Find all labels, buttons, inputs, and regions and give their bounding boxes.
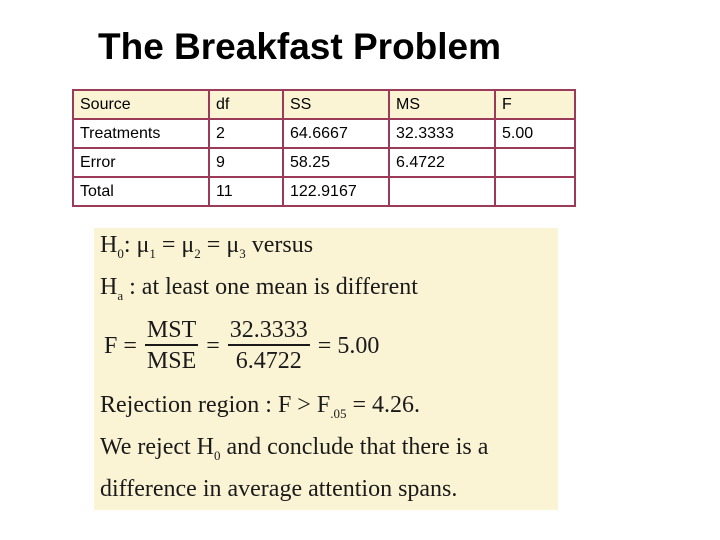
h0-symbol: H [100,232,118,258]
mst-mse-fraction [145,316,198,376]
mst-numerator: MST [145,316,198,346]
header-ms: MS [389,90,495,119]
cell-f [495,148,575,177]
rejection-text: Rejection region : F > F [100,392,331,418]
f-statistic-formula [100,316,383,376]
h0-colon-mu: : μ [123,232,150,258]
cell-f: 5.00 [495,119,575,148]
rejection-region [100,392,420,422]
cell-ss: 122.9167 [283,177,389,206]
header-source: Source [73,90,209,119]
reject-h0-subscript: 0 [214,448,221,463]
mu1-subscript: 1 [149,246,156,261]
alternative-hypothesis [100,274,418,304]
cell-source: Error [73,148,209,177]
header-df: df [209,90,283,119]
critical-value: = 4.26. [346,392,420,418]
table-row [73,148,575,177]
conclusion-statement: difference in average attention spans. [100,476,458,502]
versus-text: versus [245,232,314,258]
cell-ss: 64.6667 [283,119,389,148]
cell-ms: 6.4722 [389,148,495,177]
cell-df: 2 [209,119,283,148]
cell-df: 9 [209,148,283,177]
mu-equals-2: = μ [200,232,240,258]
mu-equals: = μ [155,232,195,258]
reject-text: We reject H [100,434,214,460]
mu2-subscript: 2 [194,246,201,261]
null-hypothesis [100,232,313,262]
header-f: F [495,90,575,119]
cell-ms [389,177,495,206]
alpha-subscript: .05 [330,406,347,421]
cell-df: 11 [209,177,283,206]
cell-source: Total [73,177,209,206]
mst-value: 32.3333 [228,316,310,346]
reject-text-post: and conclude that there is a [220,434,489,460]
page-title: The Breakfast Problem [98,26,502,67]
mu3-subscript: 3 [239,246,246,261]
f-result: = 5.00 [317,332,380,359]
header-ss: SS [283,90,389,119]
h0-subscript: 0 [117,246,124,261]
ha-subscript: a [117,288,124,303]
equals-sign: = [206,332,220,359]
f-label: F = [104,332,137,359]
formula-box [94,228,558,510]
cell-source: Treatments [73,119,209,148]
reject-statement [100,434,488,464]
mse-value: 6.4722 [235,348,302,374]
mse-denominator: MSE [146,348,197,374]
cell-ms: 32.3333 [389,119,495,148]
cell-f [495,177,575,206]
cell-ss: 58.25 [283,148,389,177]
table-row [73,177,575,206]
ha-text: : at least one mean is different [123,274,418,300]
ha-symbol: H [100,274,118,300]
anova-table [72,89,576,207]
table-row [73,119,575,148]
value-fraction [228,316,310,376]
table-header-row [73,90,575,119]
